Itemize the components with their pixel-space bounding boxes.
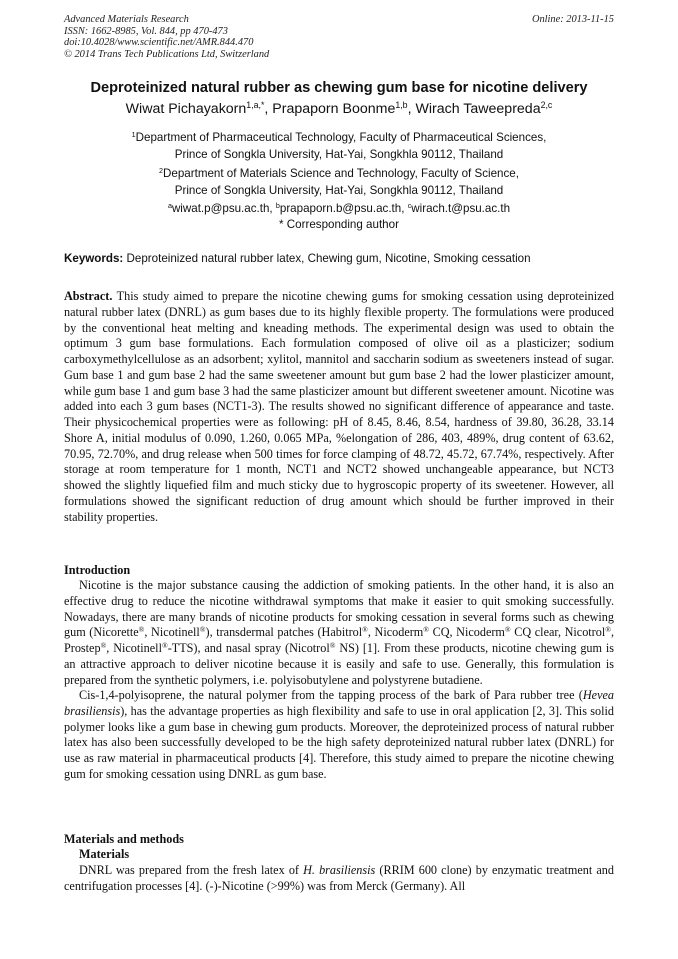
registered-mark: ®: [329, 640, 336, 650]
email-link[interactable]: wirach.t@psu.ac.th: [411, 202, 511, 215]
issn-line: ISSN: 1662-8985, Vol. 844, pp 470-473: [64, 25, 228, 37]
email-superscript: c: [407, 201, 412, 211]
introduction-heading: Introduction: [64, 563, 131, 577]
affiliation-1: [60, 130, 618, 164]
affiliation-line: Prince of Songkla University, Hat-Yai, Songkhla 90112, Thailand: [174, 147, 504, 161]
paragraph-text: NS) [1]. From these products, nicotine chewing gum is an attractive approach to deliver nicotine because it is easily and safe to use. Generally, this formulation is prepared from the synthetic polymers, i.e. polyisobutylene and polystyrene butadiene.: [64, 641, 614, 687]
paper-title: Deproteinized natural rubber as chewing gum base for nicotine delivery: [90, 80, 588, 96]
affiliation-line: Department of Materials Science and Technology, Faculty of Science,: [163, 167, 519, 180]
abstract-label: Abstract.: [64, 289, 113, 303]
author-superscript: 2,c: [540, 100, 553, 111]
registered-mark: ®: [605, 625, 611, 635]
registered-mark: ®: [199, 625, 206, 635]
paragraph-text: ), transdermal patches (Habitrol: [205, 625, 363, 640]
author-name: Prapaporn Boonme: [272, 101, 396, 117]
corresponding-author-note: * Corresponding author: [279, 218, 399, 231]
keywords-text: Deproteinized natural rubber latex, Chewing gum, Nicotine, Smoking cessation: [126, 252, 531, 265]
methods-heading: Materials and methods: [64, 832, 184, 846]
email-link[interactable]: prapaporn.b@psu.ac.th: [279, 202, 402, 215]
keywords-line: [64, 252, 624, 265]
abstract-text: This study aimed to prepare the nicotine chewing gums for smoking cessation using deproteinized natural rubber latex (DNRL) as gum bases due to its highly flexible property. The formulations were produced by the conventional heat melting and kneading methods. The experimental design was used to obtain the optimum 3 gum base formulations. Each formulation composed of olive oil as a plasticizer; sodium carboxymethylcellulose as an adsorbent; xylitol, mannitol and saccharin sodium as sweeteners instead of sugar. Gum base 1 and gum base 2 had the same sweetener amount but gum base 2 had the lower plasticizer amount, while gum base 1 and gum base 3 had the same plasticizer amount but different sweetener amount. Nicotine was added into each 3 gum bases (NCT1-3). The results showed no significant difference of appearance and taste. Their physicochemical properties were as following: pH of 8.45, 8.46, 8.54, hardness of 39.80, 36.28, 33.14 Shore A, initial modulus of 0.090, 1.260, 0.065 MPa, %elongation of 286, 403, 489%, drug content of 63.62, 70.95, 72.70%, and drug release when 500 times for force clamping of 48.72, 45.72, 67.74%, respectively. After storage at room temperature for 1 month, NCT1 and NCT2 showed unchangeable appearance, but NCT3 showed the slightly liquefied film and much sticky due to hygroscopic property of its sweetener. However, all formulations showed the significant reduction of drug amount which should be further improved in their stability properties.: [64, 289, 614, 524]
affiliation-2: [60, 166, 618, 200]
affiliation-superscript: 1: [131, 130, 136, 140]
email-superscript: b: [275, 201, 280, 211]
registered-mark: ®: [362, 625, 368, 635]
paragraph-text: , Prostep: [64, 625, 614, 655]
paragraph-text: CQ clear, Nicotrol: [510, 625, 606, 640]
journal-name: Advanced Materials Research: [64, 14, 189, 25]
materials-paragraph: [64, 863, 614, 895]
doi-line: doi:10.4028/www.scientific.net/AMR.844.470: [64, 37, 254, 49]
author-list: Wiwat Pichayakorn$^{1,a,*}$, Prapaporn Boonme$^{1,b}$, Wirach Taweepreda$^{2,c}$: [125, 100, 553, 117]
paragraph-text: -TTS), and nasal spray (Nicotrol: [167, 641, 330, 655]
paragraph-text: , Nicotinell: [106, 641, 162, 655]
journal-header: [64, 14, 269, 60]
species-name: H. brasiliensis: [303, 863, 376, 877]
paragraph-text: CQ, Nicoderm: [429, 625, 505, 640]
keywords-label: Keywords:: [64, 252, 124, 265]
copyright-line: © 2014 Trans Tech Publications Ltd, Switzerland: [64, 48, 270, 60]
email-block: $^a$wiwat.p@psu.ac.th, $^b$prapaporn.b@psu.ac.th, $^c$wirach.t@psu.ac.th * Corresponding author: [60, 201, 618, 233]
paragraph-text: , Nicoderm: [367, 625, 424, 640]
materials-subheading: Materials: [79, 847, 130, 861]
registered-mark: ®: [504, 625, 511, 635]
registered-mark: ®: [100, 640, 107, 650]
paragraph-text: , Nicotinell: [144, 625, 200, 640]
author-superscript: 1,b: [395, 100, 408, 111]
affiliation-line: Prince of Songkla University, Hat-Yai, Songkhla 90112, Thailand: [174, 183, 504, 197]
author-superscript: 1,a,*: [246, 100, 265, 111]
author-name: Wirach Taweepreda: [415, 101, 541, 117]
affiliation-line: Department of Pharmaceutical Technology, Faculty of Pharmaceutical Sciences,: [135, 131, 547, 144]
registered-mark: ®: [161, 640, 168, 650]
paragraph-text: Cis-1,4-polyisoprene, the natural polymer from the tapping process of the bark of Para rubber tree (: [79, 688, 583, 702]
paragraph-text: DNRL was prepared from the fresh latex of: [79, 863, 304, 877]
paragraph-text: ), has the advantage properties as high flexibility and safe to use in oral application [2, 3]. This solid polymer looks like a gum base in chewing gum products. Moreover, the deproteinized process of natural rubber latex has also been successfully developed to be the high safety deproteinized natural rubber latex (DNRL) for use as raw material in pharmaceutical products [4]. Therefore, this study aimed to prepare the nicotine chewing gum for smoking cessation using DNRL as gum base.: [64, 703, 614, 781]
abstract-paragraph: [64, 289, 614, 525]
species-name: Hevea brasiliensis: [64, 688, 614, 718]
author-name: Wiwat Pichayakorn: [125, 101, 247, 117]
online-date: Online: 2013-11-15: [531, 14, 614, 25]
registered-mark: ®: [423, 625, 430, 635]
introduction-paragraph-1: [64, 578, 614, 688]
registered-mark: ®: [138, 625, 145, 635]
email-superscript: a: [167, 201, 172, 211]
paragraph-text: (RRIM 600 clone) by enzymatic treatment and centrifugation processes [4]. (-)-Nicotine (>99%) was from Merck (Germany). All: [64, 863, 614, 893]
affiliation-superscript: 2: [159, 166, 164, 176]
paragraph-text: Nicotine is the major substance causing the addiction of smoking patients. In the other hand, it is also an effective drug to reduce the nicotine withdrawal symptoms that make it easier to quit smoking successfully. Nowadays, there are many brands of nicotine products for smoking cessation in several forms such as chewing gum (Nicorette: [64, 578, 614, 640]
email-link[interactable]: wiwat.p@psu.ac.th: [171, 202, 270, 215]
introduction-paragraph-2: [64, 688, 614, 783]
